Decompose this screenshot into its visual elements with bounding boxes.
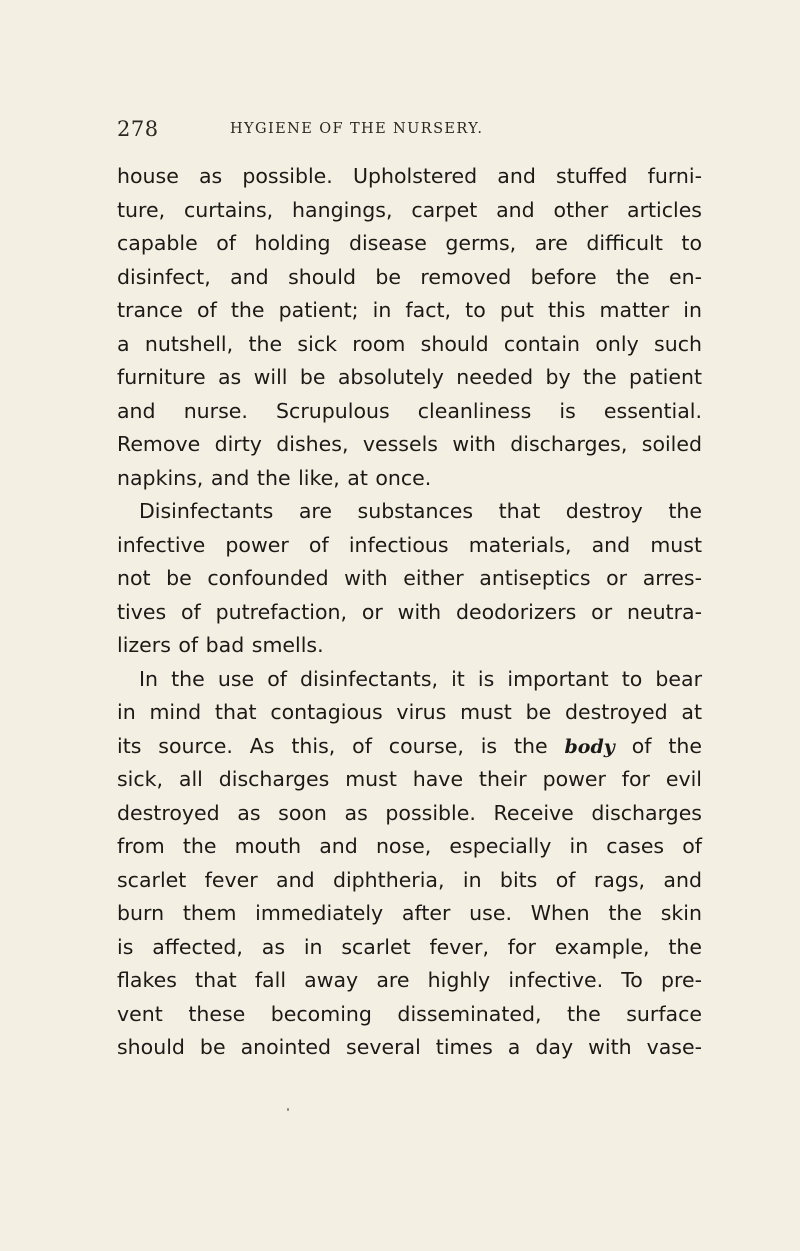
- text-line: from the mouth and nose, especially in cases of: [117, 834, 702, 858]
- text-segment: its source. As this, of course, is the: [117, 733, 548, 758]
- text-line: in mind that contagious virus must be destroyed at: [117, 700, 702, 724]
- text-line: burn them immediately after use. When the skin: [117, 901, 702, 925]
- text-line: is affected, as in scarlet fever, for example, the: [117, 934, 702, 959]
- text-line: should be anointed several times a day with vase-: [117, 1035, 702, 1059]
- text-line: house as possible. Upholstered and stuffed furni-: [117, 164, 702, 188]
- text-line: a nutshell, the sick room should contain only such: [117, 331, 702, 356]
- text-line: infective power of infectious materials, and must: [117, 532, 702, 557]
- text-line: and nurse. Scrupulous cleanliness is essential.: [117, 398, 702, 423]
- text-line: Remove dirty dishes, vessels with discharges, soiled: [117, 432, 702, 456]
- page-header: [117, 117, 702, 143]
- text-line-with-emphasis: [117, 730, 702, 764]
- text-line: capable of holding disease germs, are difficult to: [117, 231, 702, 255]
- text-line: tives of putrefaction, or with deodorizers or neutra-: [117, 599, 702, 624]
- text-line: sick, all discharges must have their power for evil: [117, 767, 702, 791]
- body-text: [117, 160, 702, 1065]
- paper-speck: [287, 1108, 289, 1111]
- text-line: vent these becoming disseminated, the surface: [117, 1001, 702, 1026]
- text-line: destroyed as soon as possible. Receive discharges: [117, 800, 702, 825]
- text-line: furniture as will be absolutely needed by the patient: [117, 365, 702, 389]
- running-head: HYGIENE OF THE NURSERY.: [230, 121, 484, 137]
- text-line: scarlet fever and diphtheria, in bits of rags, and: [117, 867, 702, 892]
- text-line: ture, curtains, hangings, carpet and other articles: [117, 197, 702, 222]
- page-number: 278: [117, 117, 159, 141]
- text-segment: of the: [631, 733, 702, 758]
- emphasized-word: body: [564, 735, 615, 758]
- paragraph-first-line: In the use of disinfectants, it is important to bear: [139, 666, 702, 691]
- text-line: disinfect, and should be removed before the en-: [117, 264, 702, 289]
- text-line: not be confounded with either antiseptics or arres-: [117, 566, 702, 590]
- text-line: flakes that fall away are highly infective. To pre-: [117, 968, 702, 992]
- paragraph-first-line: Disinfectants are substances that destroy the: [139, 499, 702, 523]
- text-line: napkins, and the like, at once.: [117, 465, 432, 490]
- text-line: lizers of bad smells.: [117, 633, 324, 657]
- text-line: trance of the patient; in fact, to put this matter in: [117, 298, 702, 322]
